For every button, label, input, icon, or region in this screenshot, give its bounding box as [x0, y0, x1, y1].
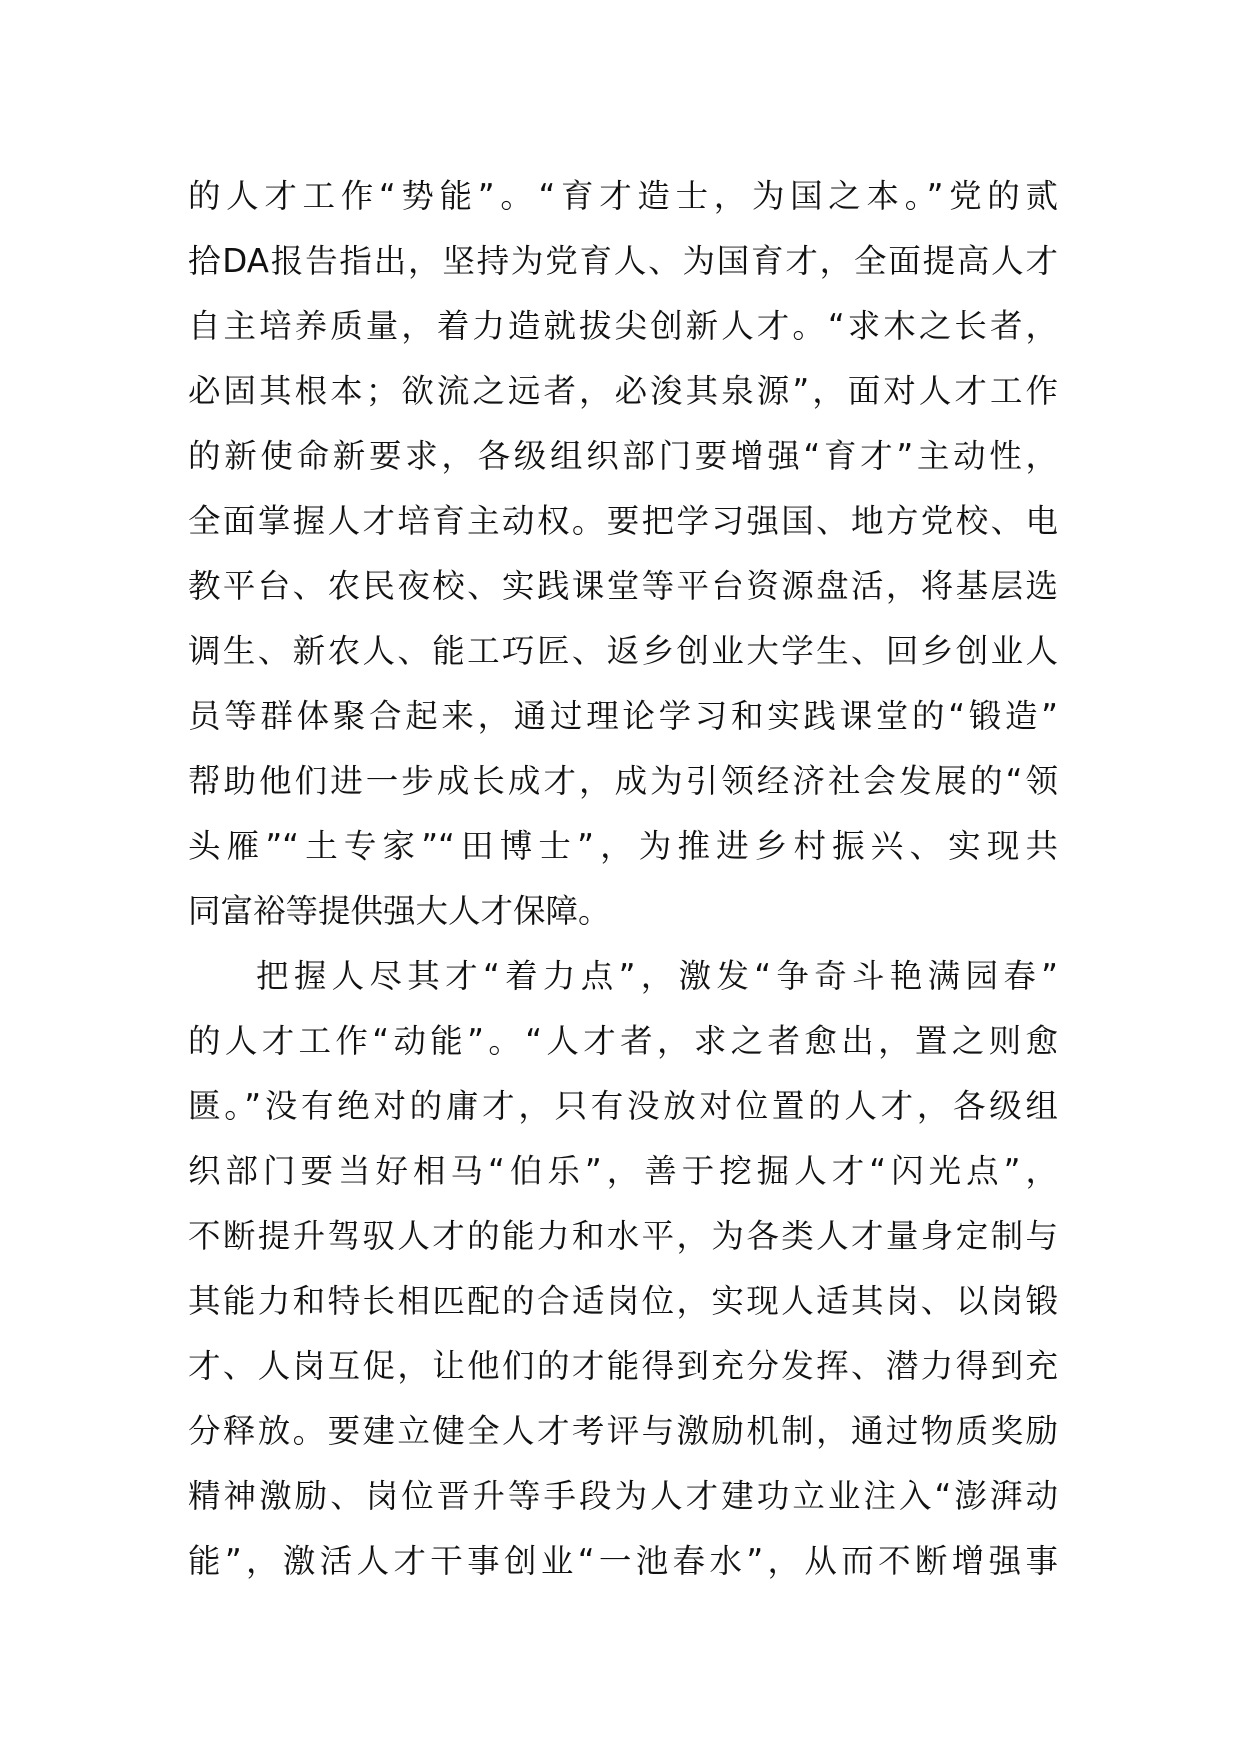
text-line: 能”，激活人才干事创业“一池春水”，从而不断增强事 — [188, 1542, 1058, 1580]
text-line: 自主培养质量，着力造就拔尖创新人才。“求木之长者， — [188, 307, 1058, 345]
text-line: 精神激励、岗位晋升等手段为人才建功立业注入“澎湃动 — [188, 1477, 1058, 1515]
text-line: 其能力和特长相匹配的合适岗位，实现人适其岗、以岗锻 — [188, 1282, 1058, 1320]
text-line: 帮助他们进一步成长成才，成为引领经济社会发展的“领 — [188, 762, 1058, 800]
text-line: 头雁”“土专家”“田博士”，为推进乡村振兴、实现共 — [188, 827, 1058, 865]
paragraph-end-line: 同富裕等提供强大人才保障。 — [188, 892, 611, 930]
text-line: 不断提升驾驭人才的能力和水平，为各类人才量身定制与 — [188, 1217, 1058, 1255]
body-text — [188, 164, 1058, 1594]
text-line: 全面掌握人才培育主动权。要把学习强国、地方党校、电 — [188, 502, 1058, 540]
text-line: 必固其根本；欲流之远者，必浚其泉源”，面对人才工作 — [188, 372, 1058, 410]
text-line: 的新使命新要求，各级组织部门要增强“育才”主动性， — [188, 437, 1058, 475]
text-line: 拾DA报告指出，坚持为党育人、为国育才，全面提高人才 — [188, 242, 1058, 280]
paragraph-start-line: 把握人尽其才“着力点”，激发“争奇斗艳满园春” — [256, 957, 1058, 995]
text-line: 员等群体聚合起来，通过理论学习和实践课堂的“锻造” — [188, 697, 1058, 735]
text-line: 织部门要当好相马“伯乐”，善于挖掘人才“闪光点”， — [188, 1152, 1058, 1190]
text-line: 才、人岗互促，让他们的才能得到充分发挥、潜力得到充 — [188, 1347, 1058, 1385]
text-line: 的人才工作“势能”。“育才造士，为国之本。”党的贰 — [188, 177, 1058, 215]
text-line: 教平台、农民夜校、实践课堂等平台资源盘活，将基层选 — [188, 567, 1058, 605]
text-line: 调生、新农人、能工巧匠、返乡创业大学生、回乡创业人 — [188, 632, 1058, 670]
text-line: 分释放。要建立健全人才考评与激励机制，通过物质奖励 — [188, 1412, 1058, 1450]
text-line: 的人才工作“动能”。“人才者，求之者愈出，置之则愈 — [188, 1022, 1058, 1060]
text-line: 匮。”没有绝对的庸才，只有没放对位置的人才，各级组 — [188, 1087, 1058, 1125]
